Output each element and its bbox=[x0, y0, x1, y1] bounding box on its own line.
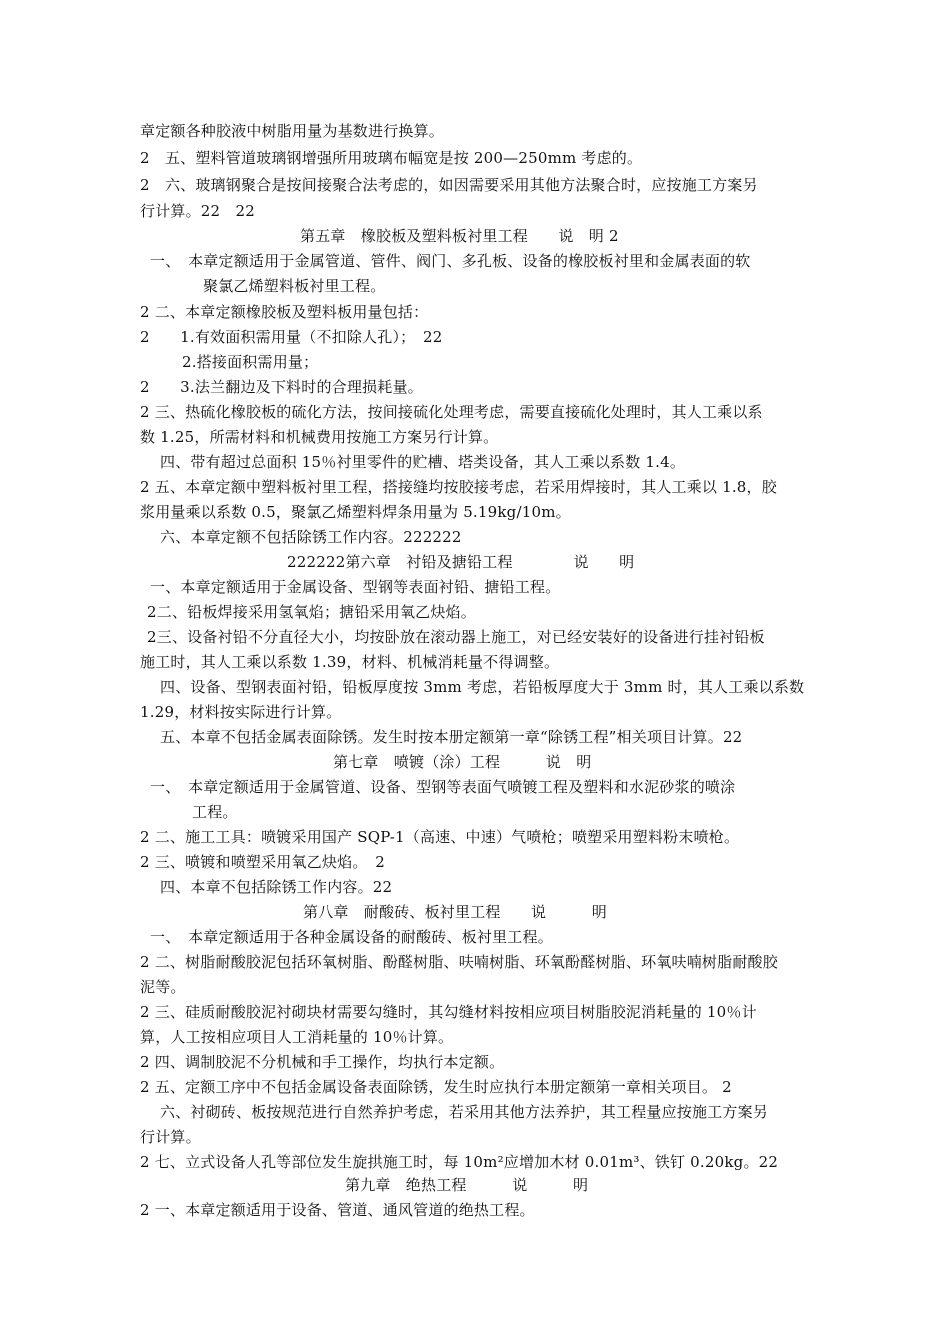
text-line: 2 七、立式设备人孔等部位发生旋拱施工时，每 10m²应增加木材 0.01m³、铁钉 0.20kg。22 bbox=[140, 1153, 779, 1171]
text-line: 2 二、施工工具：喷镀采用国产 SQP-1（高速、中速）气喷枪；喷塑采用塑料粉末喷枪。 bbox=[140, 828, 740, 846]
text-line: 2 六、玻璃钢聚合是按间接聚合法考虑的，如因需要采用其他方法聚合时，应按施工方案另 bbox=[140, 176, 758, 194]
text-line: 聚氯乙烯塑料板衬里工程。 bbox=[203, 277, 386, 295]
text-line: 数 1.25，所需材料和机械费用按施工方案另行计算。 bbox=[140, 428, 499, 446]
text-line: 2 二、树脂耐酸胶泥包括环氧树脂、酚醛树脂、呋喃树脂、环氧酚醛树脂、环氧呋喃树脂耐酸胶 bbox=[140, 953, 778, 971]
text-line: 四、本章不包括除锈工作内容。22 bbox=[160, 878, 393, 896]
text-line: 六、衬砌砖、板按规范进行自然养护考虑，若采用其他方法养护，其工程量应按施工方案另 bbox=[160, 1103, 769, 1121]
chapter-heading: 222222第六章 衬铅及搪铅工程 说 明 bbox=[287, 553, 635, 571]
text-line: 工程。 bbox=[192, 803, 238, 821]
text-line: 2 三、硅质耐酸胶泥衬砌块材需要勾缝时，其勾缝材料按相应项目树脂胶泥消耗量的 10％计 bbox=[140, 1003, 757, 1021]
text-line: 一、本章定额适用于金属设备、型钢等表面衬铅、搪铅工程。 bbox=[150, 578, 561, 596]
chapter-heading: 第九章 绝热工程 说 明 bbox=[345, 1176, 589, 1194]
text-line: 1.29，材料按实际进行计算。 bbox=[140, 703, 342, 721]
text-line: 行计算。22 22 bbox=[140, 202, 255, 220]
chapter-heading: 第五章 橡胶板及塑料板衬里工程 说 明 2 bbox=[300, 227, 619, 245]
text-line: 2 三、喷镀和喷塑采用氧乙炔焰。 2 bbox=[140, 853, 385, 871]
text-line: 泥等。 bbox=[140, 978, 186, 996]
text-line: 浆用量乘以系数 0.5，聚氯乙烯塑料焊条用量为 5.19kg/10m。 bbox=[140, 503, 571, 521]
text-line: 四、设备、型钢表面衬铅，铅板厚度按 3mm 考虑，若铅板厚度大于 3mm 时，其人工乘以系数 bbox=[160, 678, 805, 696]
text-line: 章定额各种胶液中树脂用量为基数进行换算。 bbox=[140, 122, 445, 140]
text-line: 一、 本章定额适用于金属管道、管件、阀门、多孔板、设备的橡胶板衬里和金属表面的软 bbox=[150, 252, 751, 270]
text-line: 算，人工按相应项目人工消耗量的 10％计算。 bbox=[140, 1028, 454, 1046]
text-line: 一、 本章定额适用于各种金属设备的耐酸砖、板衬里工程。 bbox=[150, 928, 553, 946]
text-line: 2 一、本章定额适用于设备、管道、通风管道的绝热工程。 bbox=[140, 1201, 535, 1219]
text-line: 2 二、本章定额橡胶板及塑料板用量包括： bbox=[140, 303, 429, 321]
text-line: 四、带有超过总面积 15％衬里零件的贮槽、塔类设备，其人工乘以系数 1.4。 bbox=[160, 453, 686, 471]
text-line: 2 三、热硫化橡胶板的硫化方法，按间接硫化处理考虑，需要直接硫化处理时，其人工乘以系 bbox=[140, 403, 763, 421]
text-line: 2 五、定额工序中不包括金属设备表面除锈，发生时应执行本册定额第一章相关项目。 2 bbox=[140, 1078, 732, 1096]
text-line: 六、本章定额不包括除锈工作内容。222222 bbox=[160, 528, 462, 546]
text-line: 2 3.法兰翻边及下料时的合理损耗量。 bbox=[140, 378, 423, 396]
text-line: 2 五、塑料管道玻璃钢增强所用玻璃布幅宽是按 200—250mm 考虑的。 bbox=[140, 149, 643, 167]
text-line: 一、 本章定额适用于金属管道、设备、型钢等表面气喷镀工程及塑料和水泥砂浆的喷涂 bbox=[150, 778, 736, 796]
chapter-heading: 第八章 耐酸砖、板衬里工程 说 明 bbox=[303, 903, 608, 921]
text-line: 2三、设备衬铅不分直径大小，均按卧放在滚动器上施工，对已经安装好的设备进行挂衬铅板 bbox=[147, 628, 765, 646]
text-line: 2二、铅板焊接采用氢氧焰；搪铅采用氧乙炔焰。 bbox=[147, 603, 476, 621]
text-line: 五、本章不包括金属表面除锈。发生时按本册定额第一章“除锈工程”相关项目计算。22 bbox=[160, 728, 743, 746]
text-line: 行计算。 bbox=[140, 1128, 201, 1146]
text-line: 施工时，其人工乘以系数 1.39，材料、机械消耗量不得调整。 bbox=[140, 653, 560, 671]
text-line: 2 五、本章定额中塑料板衬里工程，搭接缝均按胶接考虑，若采用焊接时，其人工乘以 1.8，胶 bbox=[140, 478, 777, 496]
text-line: 2 四、调制胶泥不分机械和手工操作，均执行本定额。 bbox=[140, 1053, 505, 1071]
text-line: 2.搭接面积需用量； bbox=[182, 353, 319, 371]
chapter-heading: 第七章 喷镀（涂）工程 说 明 bbox=[333, 753, 592, 771]
text-line: 2 1.有效面积需用量（不扣除人孔）； 22 bbox=[140, 328, 443, 346]
